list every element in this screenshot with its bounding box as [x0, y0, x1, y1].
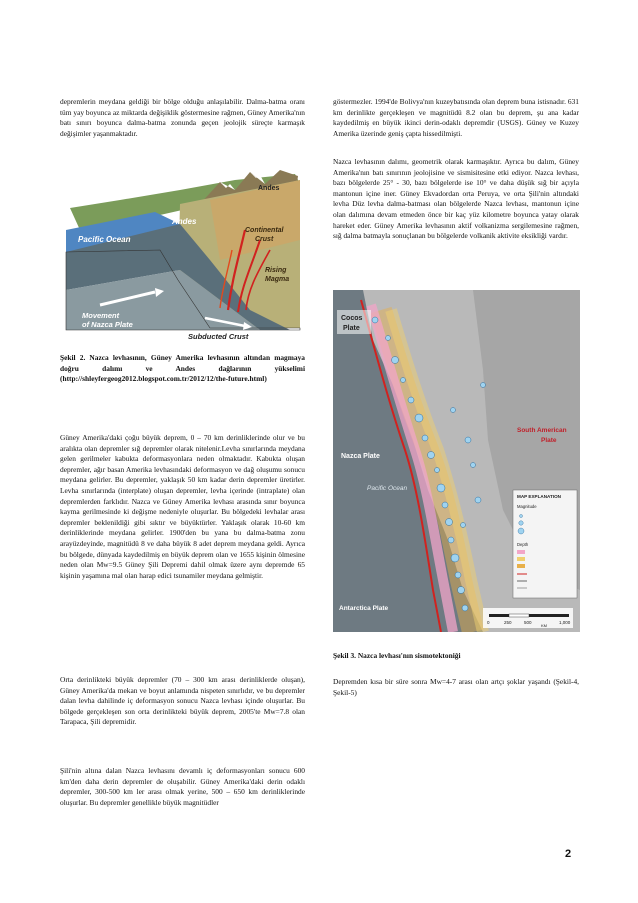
figure-2-caption: Şekil 2. Nazca levhasının, Güney Amerika levhasının altından magmaya doğru dalımı ve Andes dağlarının yükselimi (http://shleyfergeog2012.blogspot.com.tr/2012/12/the-future.html): [60, 353, 305, 384]
figure-3-caption: Şekil 3. Nazca levhası'nın sismotektoniği: [333, 651, 461, 660]
map-scale-0: 0: [487, 620, 490, 625]
fig2-label-andes: Andes: [172, 217, 197, 226]
map-label-pacific: Pacific Ocean: [367, 485, 408, 492]
fig2-label-movement-1: Movement: [82, 311, 120, 320]
fig2-label-andes-top: Andes: [258, 185, 280, 192]
map-legend: [513, 490, 577, 598]
fig2-label-pacific-ocean: Pacific Ocean: [78, 235, 131, 244]
fig2-label-subducted: Subducted Crust: [188, 332, 249, 341]
map-label-nazca: Nazca Plate: [341, 453, 380, 460]
map-legend-title: MAP EXPLANATION: [517, 494, 561, 499]
map-scale-1000: 1,000: [559, 620, 571, 625]
map-label-south-american-2: Plate: [541, 437, 557, 444]
left-paragraph-shallow-earthquakes: Güney Amerika'daki çoğu büyük deprem, 0 – 70 km derinliklerinde olur ve bu aralıkta olan depremler sığ depremler olarak nitelenir.Levha sınırlarında meydana gelen gerilmeler kabukta deformasyonlara neden olmaktadır. Kabukta oluşan depremler, ağır basan Amerika levhasındaki deformasyon ve dağ oluşumu sonucu meydana gelirler. Bu depremler, yaklaşık 50 km kadar derin depremler üretirler. Levha sınırlarında (interplate) oluşan depremler, levha içerinde (intraplate) olan depremlerden farklıdır. Nazca ve Güney Amerika levhası arasında sınır boyunca kayma gerilmesinde ki değişme nedeniyle oluşurlar. Bu bölgedeki levhalar arası depremler beklenildiği gibi sıktır ve büyüktürler. Yaklaşık olarak 10-60 km derinliklerinde meydana gelirler. 1900'den bu yana bu dalma-batma zonu arayüzdeyinde, magnitüdü 8 ve daha büyük 8 adet deprem meydana geldi. Ayrıca bu bölgede, dünyada kaydedilmiş en büyük deprem olan ve 1655 kişinin ölmesine neden olan Mw=9.5 Güney Şili Depremi dahil olmak üzere aynı depremde 65 kişinin yaşamına mal olan harap edici tsunamiler meydana gelmiştir.: [60, 433, 305, 580]
map-scale-500: 500: [524, 620, 532, 625]
page-number: 2: [565, 848, 572, 860]
left-paragraph-intermediate-earthquakes: Orta derinlikteki büyük depremler (70 – 300 km arası derinliklerde oluşan), Güney Amerika'da mekan ve boyut anlamında nispeten sınırlıdır, ve bu depremler dalan levha dahilinde iç deformasyon sonucu Nazca levhası içinde oluşurlar. Bu bölgede gerçekleşen son orta derinlikteki büyük deprem, 2005'te Mw=7.8 olan Tarapaca, Şili depremidir.: [60, 675, 305, 727]
left-paragraph-deep-earthquakes: Şili'nin altına dalan Nazca levhasını devamlı iç deformasyonları sonucu 600 km'den daha derin depremler de oluşabilir. Güney Amerika'daki derin odaklı depremler, 300-500 km ler arası olmak yerine, 500 – 650 km derinliklerinde oluşurlar. Bu depremler genellikle büyük magnitüdler: [60, 766, 305, 807]
figure-2-subduction-diagram: [60, 160, 305, 342]
map-label-cocos-2: Plate: [343, 325, 360, 332]
left-paragraph-intro: depremlerin meydana geldiği bir bölge olduğu anlaşılabilir. Dalma-batma oranı tüm yay boyunca az miktarda değişiklik göstermesine rağmen, Güney Amerika'nın batı sınırı boyunca dalma-batma zonunda geçen jeolojik süreçte karmaşık değişimler yaşanmaktadır.: [60, 97, 305, 138]
right-paragraph-aftershocks: Depremden kısa bir süre sonra Mw=4-7 arası olan artçı şoklar yaşandı (Şekil-4, Şekil-5): [333, 677, 579, 697]
map-label-south-american-1: South American: [517, 427, 567, 434]
right-paragraph-bolivia: göstermezler. 1994'de Bolivya'nın kuzeybatısında olan deprem buna istisnadır. 631 km derinlikte gerçekleşen ve magnitüdü 8.2 olan bu deprem, şu ana kadar kaydedilmiş en büyük ikinci derin-odaklı depremdir (USGS). Güney ve Kuzey Amerika üzerinde geniş çapta hissedilmişti.: [333, 97, 579, 138]
map-label-cocos-1: Cocos: [341, 315, 363, 322]
map-legend-magnitude: Magnitude: [517, 504, 537, 509]
map-scale-bar: [483, 608, 573, 628]
fig2-label-continental-1: Continental: [245, 227, 284, 234]
map-scale-unit: KM: [541, 623, 547, 628]
fig2-label-rising-1: Rising: [265, 267, 287, 274]
map-scale-250: 250: [504, 620, 512, 625]
fig2-label-movement-2: of Nazca Plate: [82, 320, 133, 329]
fig2-label-continental-2: Crust: [255, 236, 274, 243]
right-paragraph-nazca-dip: Nazca levhasının dalımı, geometrik olarak karmaşıktır. Ayrıca bu dalım, Güney Amerika'nın batı sınırının jeolojisine ve sismisitesine etki ediyor. Nazca levhası, bazı bölgelerde 25° - 30, bazı bölgelerde ise 10° ve daha düşük sığ bir açıyla mantonun içine iner. Güney Ekvadordan orta Peruya, ve orta Şili'nin altındaki levha Düz levha dalma-batması olan bölgelerde Nazca levhası, mantonun içine olan dalımına devam etmeden önce bir kaç yüz kilometre boyunca yatay olarak hareket eder. Güney Amerika levhasının aktif volkanizma sergilemesine rağmen, sığ dalma batmayla sonuçlanan bu bölgelerde volkanik aktivite eksikliği vardır.: [333, 157, 579, 241]
map-legend-depth: Depth: [517, 542, 529, 547]
figure-3-seismotectonic-map: [333, 290, 580, 632]
fig2-label-rising-2: Magma: [265, 276, 290, 283]
map-label-antarctica: Antarctica Plate: [339, 605, 389, 612]
